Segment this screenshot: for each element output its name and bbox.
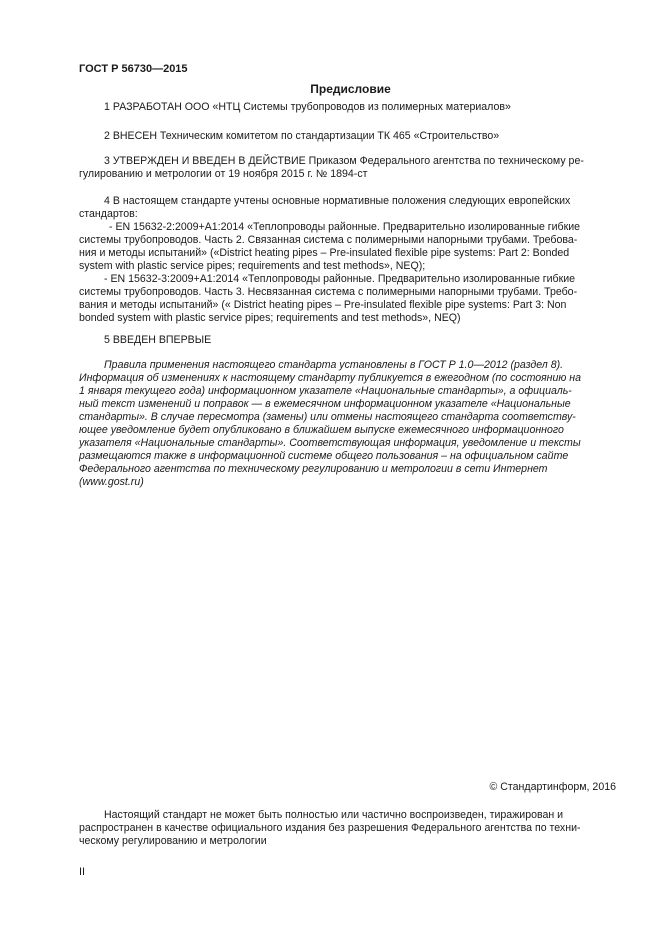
notice-line: Информация об изменениях к настоящему стандарту публикуется в ежегодном (по состоянию на	[79, 372, 581, 384]
item-1	[79, 101, 617, 114]
copyright-notice: © Стандартинформ, 2016	[489, 781, 616, 793]
item-4-line: - EN 15632-2:2009+A1:2014 «Теплопроводы районные. Предварительно изолированные гибкие	[109, 221, 581, 233]
item-1-text: 1 РАЗРАБОТАН ООО «НТЦ Системы трубопроводов из полимерных материалов»	[104, 101, 511, 113]
item-4-line: стандартов:	[79, 208, 138, 220]
item-4-line: system with plastic service pipes; requirements and test methods», NEQ);	[79, 260, 426, 272]
notice-line: (www.gost.ru)	[79, 476, 144, 488]
notice-line: Правила применения настоящего стандарта установлены в ГОСТ Р 1.0—2012 (раздел 8).	[104, 359, 564, 371]
notice-line: размещаются также в информационной системе общего пользования – на официальном сайте	[79, 450, 569, 462]
footer-line: ческому регулированию и метрологии	[79, 835, 267, 847]
notice-line: Федерального агентства по техническому регулированию и метрологии в сети Интернет	[79, 463, 548, 475]
item-4-line: 4 В настоящем стандарте учтены основные нормативные положения следующих европейских	[104, 195, 571, 207]
item-4-line: системы трубопроводов. Часть 2. Связанная система с полимерными напорными трубами. Требова-	[79, 234, 578, 246]
item-5	[79, 334, 617, 347]
page-title: Предисловие	[310, 82, 391, 96]
notice-line: указателя «Национальные стандарты». Соответствующая информация, уведомление и тексты	[79, 437, 581, 449]
item-3-line: 3 УТВЕРЖДЕН И ВВЕДЕН В ДЕЙСТВИЕ Приказом Федерального агентства по техническому ре-	[104, 155, 584, 167]
item-4-line: ния и методы испытаний» («District heating pipes – Pre-insulated flexible pipe systems: Part 2: Bonded	[79, 247, 570, 259]
notice-block	[79, 359, 617, 489]
item-4-line: системы трубопроводов. Часть 3. Несвязанная система с полимерными напорными трубами. Требо-	[79, 286, 578, 298]
footer-line: распространен в качестве официального издания без разрешения Федерального агентства по техни-	[79, 822, 581, 834]
notice-line: ный текст изменений и поправок — в ежемесячном информационном указателе «Национальные	[79, 398, 571, 410]
reproduction-notice	[79, 809, 617, 848]
item-4	[79, 195, 617, 325]
item-4-line: вания и методы испытаний» (« District heating pipes – Pre-insulated flexible pipe systems: Part 3: Non	[79, 299, 567, 311]
notice-line: 1 января текущего года) информационном указателе «Национальные стандарты», а официаль-	[79, 385, 572, 397]
item-4-line: bonded system with plastic service pipes; requirements and test methods», NEQ)	[79, 312, 461, 324]
page-number: II	[79, 866, 86, 878]
footer-line: Настоящий стандарт не может быть полностью или частично воспроизведен, тиражирован и	[104, 809, 564, 821]
item-3-line: гулированию и метрологии от 19 ноября 2015 г. № 1894-ст	[79, 168, 368, 180]
item-2-text: 2 ВНЕСЕН Техническим комитетом по стандартизации ТК 465 «Строительство»	[104, 130, 500, 142]
notice-line: ющее уведомление будет опубликовано в ближайшем выпуске ежемесячного информационного	[79, 424, 564, 436]
item-4-line: - EN 15632-3:2009+A1:2014 «Теплопроводы районные. Предварительно изолированные гибкие	[104, 273, 576, 285]
item-5-text: 5 ВВЕДЕН ВПЕРВЫЕ	[104, 334, 212, 346]
document-number: ГОСТ Р 56730—2015	[79, 63, 188, 75]
item-3	[79, 155, 617, 181]
notice-line: стандарты». В случае пересмотра (замены) или отмены настоящего стандарта соответству-	[79, 411, 576, 423]
item-2	[79, 130, 617, 143]
